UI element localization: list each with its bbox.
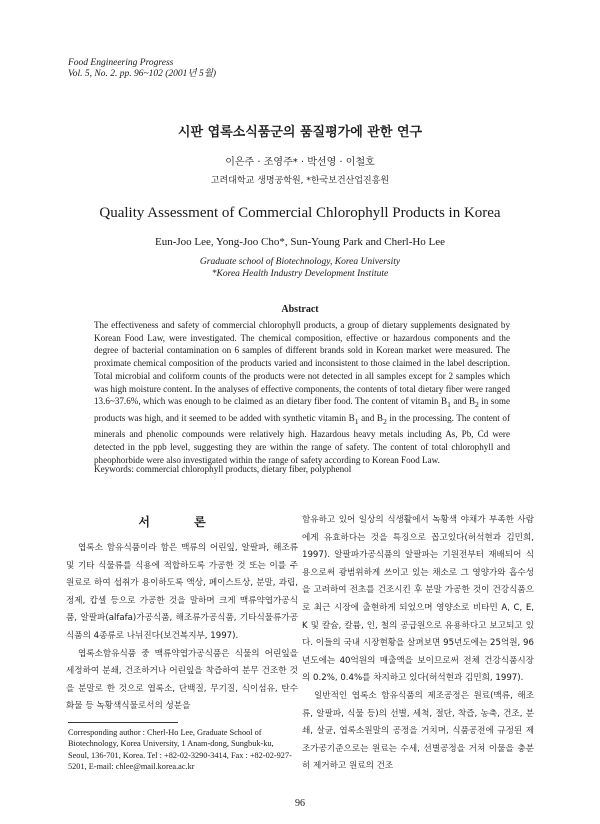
subscript-4: 2: [382, 416, 387, 426]
journal-name: Food Engineering Progress: [68, 58, 174, 68]
body-column-right: [302, 512, 534, 776]
section-heading-introduction: 서 론: [138, 515, 226, 529]
abstract-heading: Abstract: [281, 304, 319, 315]
body-paragraph: 엽록소함유식품 중 맥류약엽가공식품은 식물의 어린잎을 세정하여 분쇄, 건조하거나 어린잎을 착즙하여 분무 건조한 것을 분말로 한 것으로 엽록소, 단백질, 무기질, 식이섬유, 탄수화물 등 녹황색식물로서의 성분을: [66, 648, 298, 712]
journal-citation: [68, 58, 216, 80]
abstract-part-5: in the processing. The content of minerals and phenolic compounds were relatively high. Hazardous heavy metals including As, Pb, Cd were detected in the ppb level, suggesting they are within the range of safety. The content of total chlorophyll and pheophorbide were also investigated within the range of safety according to Korean Food Law.: [94, 412, 510, 465]
english-affiliation: [0, 256, 600, 280]
page-number: 96: [295, 798, 305, 809]
journal-volume: Vol. 5, No. 2. pp. 96~102 (2001년 5월): [68, 69, 217, 79]
korean-authors: 이은주 · 조영주* · 박선영 · 이철호: [225, 157, 375, 168]
subscript-3: 1: [354, 416, 359, 426]
body-paragraph: 엽록소 함유식품이라 함은 맥류의 어린잎, 알팔파, 해조류 및 기타 식물류를 식용에 적합하도록 가공한 것 또는 이를 주원료로 하여 섭취가 용이하도록 액상, 페이스트상, 분말, 과립, 정제, 캅셀 등으로 가공한 것을 말하며 크게 맥류약엽가공식품, 알팔파(alfafa)가공식품, 해조류가공식품, 기타식물류가공식품의 4종류로 나뉘진다(보건복지부, 1997).: [66, 543, 298, 641]
abstract-part-2: and B: [450, 396, 476, 407]
abstract-part-3: in some products was high, and it seemed to be added with synthetic vitamin B: [94, 396, 510, 423]
footnote-divider: [68, 722, 178, 723]
english-title: Quality Assessment of Commercial Chlorophyll Products in Korea: [99, 205, 501, 221]
subscript-1: 1: [447, 400, 451, 410]
keywords: Keywords: commercial chlorophyll products, dietary fiber, polyphenol: [94, 464, 352, 474]
affiliation-line-2: *Korea Health Industry Development Institute: [211, 269, 389, 279]
abstract-text: [94, 319, 510, 466]
affiliation-line-1: Graduate school of Biotechnology, Korea University: [199, 257, 401, 267]
subscript-2: 2: [475, 400, 479, 410]
english-authors: Eun-Joo Lee, Yong-Joo Cho*, Sun-Young Park and Cherl-Ho Lee: [154, 236, 446, 248]
korean-title: 시판 엽록소식품군의 품질평가에 관한 연구: [177, 125, 423, 140]
korean-affiliation: 고려대학교 생명공학원, *한국보건산업진흥원: [210, 176, 390, 186]
abstract-part-1: The effectiveness and safety of commercial chlorophyll products, a group of dietary supplements designated by Korean Food Law, were investigated. The chemical composition, effective or hazardous components and the degree of bacterial contamination on 6 samples of different brands sold in Korean market were measured. The proximate chemical composition of the products varied and inconsistent to those claimed in the label description. Total microbial and coliform counts of the products were not detected in all samples except for 2 samples which was high moisture content. In the analyses of effective components, the contents of total dietary fiber were ranged 13.6~37.6%, which was enough to be claimed as an dietary fiber food. The content of vitamin B: [94, 320, 510, 407]
corresponding-author-footnote: Corresponding author : Cherl-Ho Lee, Graduate School of Biotechnology, Korea University, 1 Anam-dong, Sungbuk-ku, Seoul, 136-701, Korea. Tel : +82-02-3290-3414, Fax : +82-02-927-5201, E-mail: chlee@mail.korea.ac.kr: [68, 728, 292, 772]
body-paragraph: 일반적인 엽록소 함유식품의 제조공정은 원료(맥류, 해조류, 알팔파, 식물 등)의 선별, 세척, 절단, 착즙, 농축, 건조, 분쇄, 살균, 엽록소원말의 공정을 거치며, 식품공전에 규정된 제조가공기준으로는 원료는 수세, 선별공정을 거쳐 이물을 충분히 제거하고 원료의 건조: [302, 690, 534, 772]
abstract-part-4: and B: [358, 412, 383, 423]
body-column-left: [66, 540, 298, 716]
body-paragraph: 함유하고 있어 일상의 식생활에서 녹황색 야채가 부족한 사람에게 유효하다는 것을 특징으로 꼽고있다(허석현과 김민희, 1997). 알팔파가공식품의 알팔파는 기원전부터 재배되어 식용으로써 광범위하게 쓰이고 있는 채소로 그 영양가와 흡수성을 고려하여 전초를 건조시킨 후 분말 가공한 것이 건강식품으로 최근 시장에 출현하게 되었으며 영양소로 비타민 A, C, E, K 및 칼슘, 칼륨, 인, 철의 공급원으로 유용하다고 보고되고 있다. 이들의 국내 시장현황을 살펴보면 95년도에는 25억원, 96년도에는 40억원의 매출액을 보이므로써 전체 건강식품시장의 0.2%, 0.4%를 차지하고 있다(허석현과 김민희, 1997).: [302, 515, 534, 684]
